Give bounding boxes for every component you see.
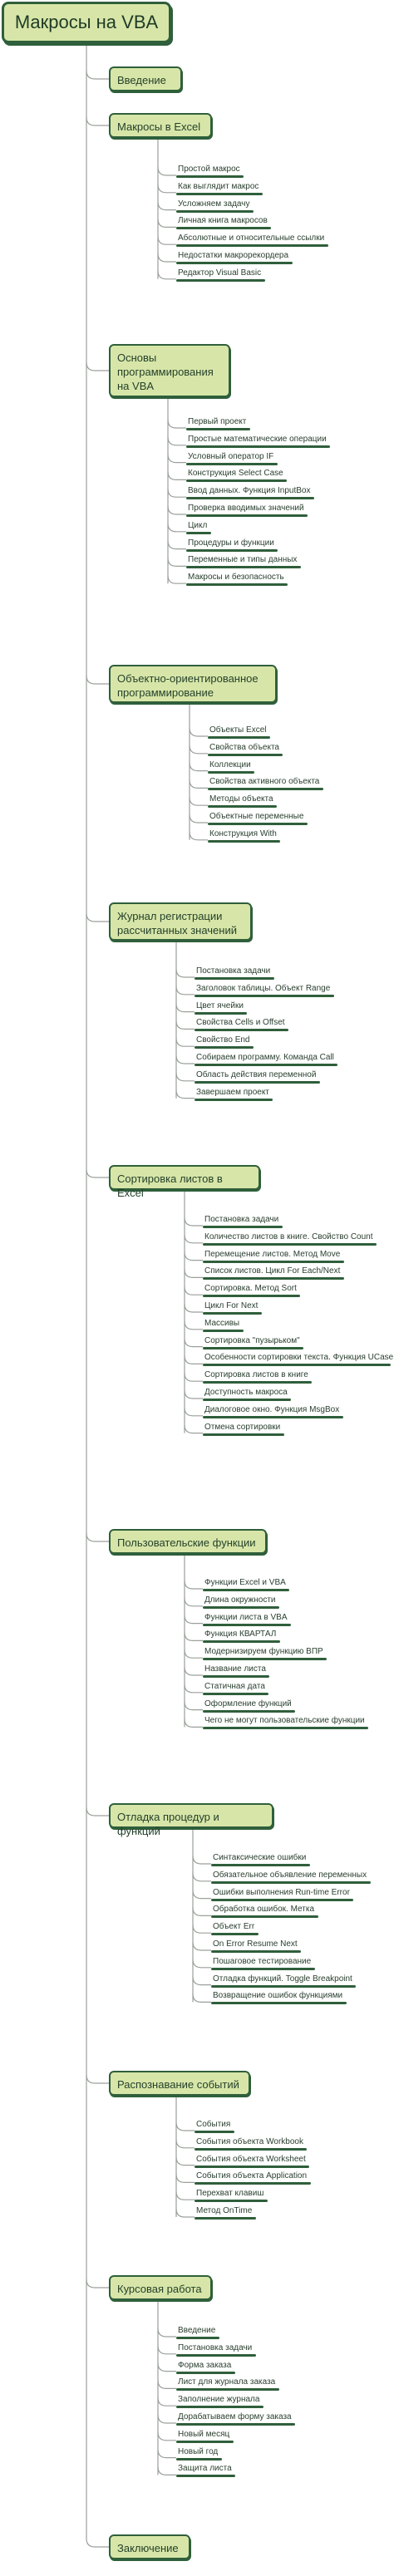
leaf-connector <box>158 2415 176 2423</box>
leaf-topic[interactable]: Объекты Excel <box>209 725 267 735</box>
leaf-underline <box>203 1416 343 1418</box>
leaf-underline <box>195 2182 311 2185</box>
leaf-underline <box>176 2406 263 2408</box>
leaf-topic[interactable]: Отмена сортировки <box>204 1422 281 1432</box>
leaf-topic[interactable]: Постановка задачи <box>204 1215 279 1224</box>
leaf-connector <box>185 1425 203 1433</box>
leaf-underline <box>176 2372 235 2374</box>
leaf-topic[interactable]: Собираем программу. Команда Call <box>196 1053 334 1062</box>
leaf-topic[interactable]: Постановка задачи <box>196 966 271 976</box>
leaf-topic[interactable]: Конструкция With <box>209 828 277 838</box>
leaf-topic[interactable]: Особенности сортировки текста. Функция UCase <box>204 1353 394 1363</box>
leaf-connector <box>185 1339 203 1347</box>
leaf-connector <box>176 1073 195 1081</box>
leaf-topic[interactable]: Обработка ошибок. Метка <box>213 1905 315 1915</box>
leaf-connector <box>158 2432 176 2441</box>
leaf-underline <box>208 840 280 843</box>
section-node[interactable] <box>109 902 252 941</box>
leaf-underline <box>186 463 278 465</box>
leaf-underline <box>186 514 308 517</box>
section-node[interactable] <box>109 66 182 91</box>
leaf-topic[interactable]: Синтаксические ошибки <box>213 1853 307 1862</box>
leaf-underline <box>211 1933 259 1935</box>
leaf-topic[interactable]: Лист для журнала заказа <box>178 2377 276 2387</box>
leaf-topic[interactable]: Цикл For Next <box>204 1301 259 1310</box>
leaf-connector <box>190 763 208 771</box>
leaf-underline <box>195 1029 288 1031</box>
leaf-connector <box>176 2122 195 2131</box>
leaf-connector <box>168 575 186 583</box>
leaf-underline <box>208 805 277 808</box>
section-connector <box>86 2279 109 2288</box>
leaf-underline <box>208 736 270 739</box>
leaf-underline <box>176 2337 219 2339</box>
leaf-connector <box>176 1020 195 1029</box>
leaf-connector <box>158 2346 176 2354</box>
leaf-underline <box>203 1727 368 1729</box>
leaf-connector <box>158 236 176 244</box>
leaf-underline <box>195 995 334 997</box>
section-title: Журнал регистрации рассчитанных значений <box>117 910 237 937</box>
leaf-underline <box>203 1624 291 1626</box>
section-node[interactable] <box>109 1803 273 1837</box>
leaf-topic[interactable]: Конструкция Select Case <box>188 469 283 479</box>
leaf-topic[interactable]: Сортировка листов в книге <box>204 1370 308 1380</box>
section-node[interactable] <box>109 1165 260 1199</box>
leaf-underline <box>186 428 250 430</box>
leaf-underline <box>176 2423 295 2426</box>
leaf-connector <box>168 471 186 479</box>
leaf-connector <box>158 2397 176 2406</box>
section-title: Введение <box>117 74 166 86</box>
leaf-underline <box>203 1640 280 1643</box>
leaf-underline <box>176 279 265 282</box>
leaf-underline <box>176 2354 256 2357</box>
section-node[interactable] <box>109 1529 267 1554</box>
leaf-underline <box>203 1347 303 1349</box>
leaf-underline <box>186 566 301 568</box>
leaf-underline <box>211 1950 301 1953</box>
leaf-underline <box>195 1064 337 1066</box>
leaf-topic[interactable]: Как выглядит макрос <box>178 181 259 191</box>
leaf-topic[interactable]: Переменные и типы данных <box>188 555 298 565</box>
leaf-topic[interactable]: Свойства активного объекта <box>209 777 320 787</box>
leaf-topic[interactable]: Модернизируем функцию ВПР <box>204 1647 323 1657</box>
leaf-connector <box>168 455 186 463</box>
leaf-topic[interactable]: Функция КВАРТАЛ <box>204 1630 277 1639</box>
leaf-topic[interactable]: Простые математические операции <box>188 434 327 444</box>
leaf-topic[interactable]: Отладка функций. Toggle Breakpoint <box>213 1974 352 1984</box>
section-node[interactable] <box>109 2534 190 2559</box>
leaf-connector <box>176 2191 195 2200</box>
leaf-connector <box>158 184 176 193</box>
leaf-topic[interactable]: Объект Err <box>213 1922 255 1932</box>
leaf-topic[interactable]: Метод OnTime <box>196 2206 253 2215</box>
leaf-underline <box>186 532 211 534</box>
leaf-connector <box>158 2328 176 2337</box>
section-node[interactable] <box>109 665 277 703</box>
section-title: Заключение <box>117 2542 179 2554</box>
leaf-topic[interactable]: Ввод данных. Функция InputBox <box>188 486 311 496</box>
leaf-connector <box>185 1252 203 1261</box>
section-connector <box>86 1807 109 1816</box>
leaf-underline <box>195 1081 320 1084</box>
section-title: Макросы в Excel <box>117 120 201 133</box>
leaf-topic[interactable]: Коллекции <box>209 760 251 769</box>
leaf-connector <box>193 1925 211 1933</box>
leaf-topic[interactable]: Свойства объекта <box>209 742 279 752</box>
section-node[interactable] <box>109 113 212 138</box>
leaf-underline <box>176 210 254 213</box>
leaf-connector <box>190 814 208 823</box>
leaf-connector <box>185 1321 203 1330</box>
leaf-connector <box>185 1217 203 1226</box>
leaf-topic[interactable]: События объекта Application <box>196 2171 308 2181</box>
leaf-underline <box>203 1295 300 1297</box>
leaf-underline <box>195 2217 256 2220</box>
leaf-topic[interactable]: Первый проект <box>188 417 247 426</box>
leaf-connector <box>168 506 186 514</box>
leaf-underline <box>176 2475 235 2477</box>
leaf-underline <box>208 823 308 825</box>
leaf-underline <box>195 1046 254 1049</box>
leaf-connector <box>193 1873 211 1881</box>
leaf-underline <box>208 754 283 756</box>
leaf-topic[interactable]: Защита листа <box>178 2464 232 2474</box>
leaf-underline <box>176 193 263 195</box>
section-connector <box>86 362 109 371</box>
leaf-topic[interactable]: Количество листов в книге. Свойство Count <box>204 1231 373 1241</box>
leaf-underline <box>203 1693 268 1695</box>
leaf-underline <box>186 549 278 552</box>
leaf-connector <box>158 167 176 175</box>
leaf-connector <box>176 2140 195 2148</box>
leaf-connector <box>185 1598 203 1606</box>
section-title: Отладка процедур и функций <box>117 1811 219 1837</box>
leaf-topic[interactable]: Диалоговое окно. Функция MsgBox <box>204 1404 340 1414</box>
leaf-connector <box>185 1390 203 1399</box>
leaf-underline <box>203 1433 284 1436</box>
leaf-topic[interactable]: Новый месяц <box>178 2429 230 2439</box>
leaf-connector <box>193 1856 211 1864</box>
leaf-connector <box>193 1977 211 1985</box>
section-title: Объектно-ориентированное программирование <box>117 672 259 699</box>
leaf-connector <box>176 2157 195 2166</box>
section-connector <box>86 71 109 79</box>
leaf-topic[interactable]: Заполнение журнала <box>178 2395 260 2405</box>
leaf-connector <box>185 1718 203 1727</box>
section-title: Пользовательские функции <box>117 1536 256 1549</box>
leaf-underline <box>195 2148 307 2151</box>
leaf-underline <box>211 1968 315 1970</box>
leaf-connector <box>168 524 186 532</box>
section-title: Курсовая работа <box>117 2283 202 2295</box>
leaf-connector <box>185 1632 203 1640</box>
leaf-topic[interactable]: Введение <box>178 2326 216 2335</box>
leaf-connector <box>185 1581 203 1589</box>
leaf-connector <box>158 253 176 262</box>
leaf-topic[interactable]: Новый год <box>178 2446 219 2456</box>
leaf-underline <box>211 1881 371 1884</box>
leaf-topic[interactable]: Свойство End <box>196 1035 250 1045</box>
leaf-topic[interactable]: Макросы и безопасность <box>188 573 284 583</box>
section-connector <box>86 2539 109 2547</box>
leaf-connector <box>158 219 176 227</box>
leaf-connector <box>190 779 208 788</box>
leaf-underline <box>203 1312 262 1315</box>
leaf-topic[interactable]: Форма заказа <box>178 2360 232 2370</box>
leaf-connector <box>185 1304 203 1312</box>
leaf-topic[interactable]: Перемещение листов. Метод Move <box>204 1249 341 1259</box>
leaf-underline <box>203 1261 344 1263</box>
root-title: Макросы на VBA <box>14 12 159 32</box>
leaf-underline <box>208 771 254 774</box>
leaf-underline <box>203 1381 312 1384</box>
leaf-connector <box>176 969 195 977</box>
leaf-connector <box>176 1038 195 1046</box>
leaf-underline <box>211 1915 318 1918</box>
leaf-underline <box>176 262 293 264</box>
section-connector <box>86 913 109 922</box>
leaf-underline <box>176 2388 279 2391</box>
leaf-topic[interactable]: Сортировка. Метод Sort <box>204 1284 297 1294</box>
leaf-topic[interactable]: Личная книга макросов <box>178 216 268 226</box>
leaf-underline <box>211 1899 353 1901</box>
leaf-topic[interactable]: Простой макрос <box>178 165 240 174</box>
leaf-connector <box>176 2209 195 2217</box>
leaf-topic[interactable]: Длина окружности <box>204 1595 276 1605</box>
leaf-connector <box>176 986 195 995</box>
leaf-underline <box>176 227 271 229</box>
leaf-topic[interactable]: События объекта Workbook <box>196 2136 303 2146</box>
leaf-topic[interactable]: Абсолютные и относительные ссылки <box>178 234 325 243</box>
leaf-topic[interactable]: Цикл <box>188 520 208 530</box>
leaf-underline <box>203 1675 269 1678</box>
section-connector <box>86 2075 109 2083</box>
leaf-topic[interactable]: Сортировка "пузырьком" <box>204 1335 300 1345</box>
leaf-topic[interactable]: Недостатки макрорекордера <box>178 251 289 260</box>
leaf-underline <box>203 1243 377 1246</box>
leaf-topic[interactable]: Обязательное объявление переменных <box>213 1870 367 1880</box>
leaf-topic[interactable]: Функции Excel и VBA <box>204 1578 286 1587</box>
leaf-connector <box>168 420 186 428</box>
leaf-topic[interactable]: Доступность макроса <box>204 1388 288 1397</box>
leaf-underline <box>203 1330 244 1332</box>
section-connector <box>86 1533 109 1541</box>
leaf-underline <box>186 583 288 586</box>
leaf-connector <box>176 2174 195 2182</box>
leaf-underline <box>195 1099 273 1101</box>
leaf-connector <box>185 1355 203 1364</box>
leaf-topic[interactable]: Методы объекта <box>209 794 273 804</box>
leaf-connector <box>185 1684 203 1693</box>
leaf-connector <box>185 1702 203 1710</box>
root-node[interactable] <box>2 2 171 43</box>
leaf-connector <box>176 1055 195 1064</box>
leaf-connector <box>193 1959 211 1968</box>
leaf-underline <box>195 1012 247 1015</box>
leaf-topic[interactable]: Чего не могут пользовательские функции <box>204 1716 365 1726</box>
leaf-underline <box>203 1710 295 1713</box>
leaf-connector <box>193 1993 211 2002</box>
section-connector <box>86 1169 109 1177</box>
leaf-topic[interactable]: События <box>196 2120 231 2129</box>
leaf-connector <box>190 832 208 840</box>
leaf-topic[interactable]: Редактор Visual Basic <box>178 268 262 278</box>
leaf-connector <box>185 1286 203 1295</box>
leaf-underline <box>186 497 314 499</box>
leaf-topic[interactable]: Заголовок таблицы. Объект Range <box>196 983 331 993</box>
leaf-connector <box>176 1004 195 1012</box>
leaf-topic[interactable]: Условный оператор IF <box>188 451 274 461</box>
leaf-connector <box>158 2450 176 2458</box>
leaf-connector <box>185 1615 203 1624</box>
leaf-connector <box>176 1090 195 1099</box>
leaf-topic[interactable]: Дорабатываем форму заказа <box>178 2412 292 2421</box>
leaf-topic[interactable]: События объекта Worksheet <box>196 2154 306 2164</box>
leaf-topic[interactable]: Процедуры и функции <box>188 538 274 548</box>
leaf-underline <box>176 2441 234 2443</box>
leaf-underline <box>211 1864 310 1866</box>
leaf-topic[interactable]: Перехват клавиш <box>196 2189 264 2199</box>
leaf-topic[interactable]: Ошибки выполнения Run-time Error <box>213 1887 350 1897</box>
leaf-topic[interactable]: Статичная дата <box>204 1681 265 1691</box>
leaf-topic[interactable]: Объектные переменные <box>209 812 304 821</box>
leaf-underline <box>203 1277 344 1280</box>
leaf-connector <box>185 1667 203 1675</box>
leaf-underline <box>195 2166 309 2168</box>
leaf-topic[interactable]: Область действия переменной <box>196 1069 317 1079</box>
leaf-topic[interactable]: Функции листа в VBA <box>204 1612 288 1622</box>
leaf-underline <box>203 1658 327 1660</box>
leaf-topic[interactable]: Проверка вводимых значений <box>188 504 304 513</box>
leaf-connector <box>190 745 208 754</box>
leaf-underline <box>203 1399 291 1401</box>
section-title: Основы программирования на VBA <box>117 351 214 392</box>
leaf-topic[interactable]: Массивы <box>204 1318 240 1328</box>
leaf-connector <box>185 1269 203 1277</box>
leaf-underline <box>186 479 287 482</box>
leaf-underline <box>211 1985 356 1988</box>
leaf-underline <box>195 2131 234 2133</box>
section-node[interactable] <box>109 344 230 397</box>
leaf-connector <box>185 1235 203 1243</box>
leaf-underline <box>176 2458 222 2460</box>
section-title: Сортировка листов в Excel <box>117 1172 223 1199</box>
leaf-topic[interactable]: On Error Resume Next <box>213 1939 298 1949</box>
leaf-underline <box>203 1226 283 1228</box>
leaf-connector <box>158 2363 176 2372</box>
section-connector <box>86 117 109 125</box>
leaf-underline <box>203 1364 391 1366</box>
section-title: Распознавание событий <box>117 2078 239 2091</box>
leaf-underline <box>176 244 328 247</box>
leaf-connector <box>168 437 186 445</box>
leaf-underline <box>195 2200 268 2202</box>
leaf-underline <box>203 1589 289 1591</box>
leaf-topic[interactable]: Название листа <box>204 1664 266 1674</box>
leaf-connector <box>158 2466 176 2475</box>
leaf-connector <box>168 489 186 497</box>
leaf-topic[interactable]: Список листов. Цикл For Each/Next <box>204 1266 341 1276</box>
leaf-underline <box>195 977 274 980</box>
leaf-topic[interactable]: Свойства Cells и Offset <box>196 1018 285 1028</box>
leaf-topic[interactable]: Оформление функций <box>204 1698 292 1708</box>
leaf-topic[interactable]: Постановка задачи <box>178 2342 253 2352</box>
leaf-topic[interactable]: Возвращение ошибок функциями <box>213 1991 343 2001</box>
leaf-connector <box>158 2380 176 2388</box>
leaf-connector <box>185 1408 203 1416</box>
leaf-connector <box>158 202 176 210</box>
leaf-topic[interactable]: Усложняем задачу <box>178 199 250 209</box>
leaf-connector <box>190 797 208 805</box>
section-node[interactable] <box>109 2071 250 2096</box>
leaf-underline <box>211 2002 347 2004</box>
leaf-connector <box>185 1649 203 1658</box>
leaf-topic[interactable]: Завершаем проект <box>196 1087 269 1097</box>
section-connector <box>86 676 109 684</box>
leaf-underline <box>203 1606 279 1609</box>
leaf-connector <box>190 728 208 736</box>
leaf-underline <box>176 175 244 178</box>
leaf-topic[interactable]: Цвет ячейки <box>196 1000 244 1010</box>
leaf-connector <box>193 1890 211 1899</box>
leaf-connector <box>193 1907 211 1915</box>
leaf-connector <box>193 1942 211 1950</box>
leaf-connector <box>168 558 186 566</box>
leaf-underline <box>186 445 330 448</box>
leaf-underline <box>208 788 323 790</box>
leaf-connector <box>185 1373 203 1381</box>
leaf-topic[interactable]: Пошаговое тестирование <box>213 1956 312 1966</box>
leaf-connector <box>158 271 176 279</box>
section-node[interactable] <box>109 2275 212 2300</box>
leaf-connector <box>168 541 186 549</box>
